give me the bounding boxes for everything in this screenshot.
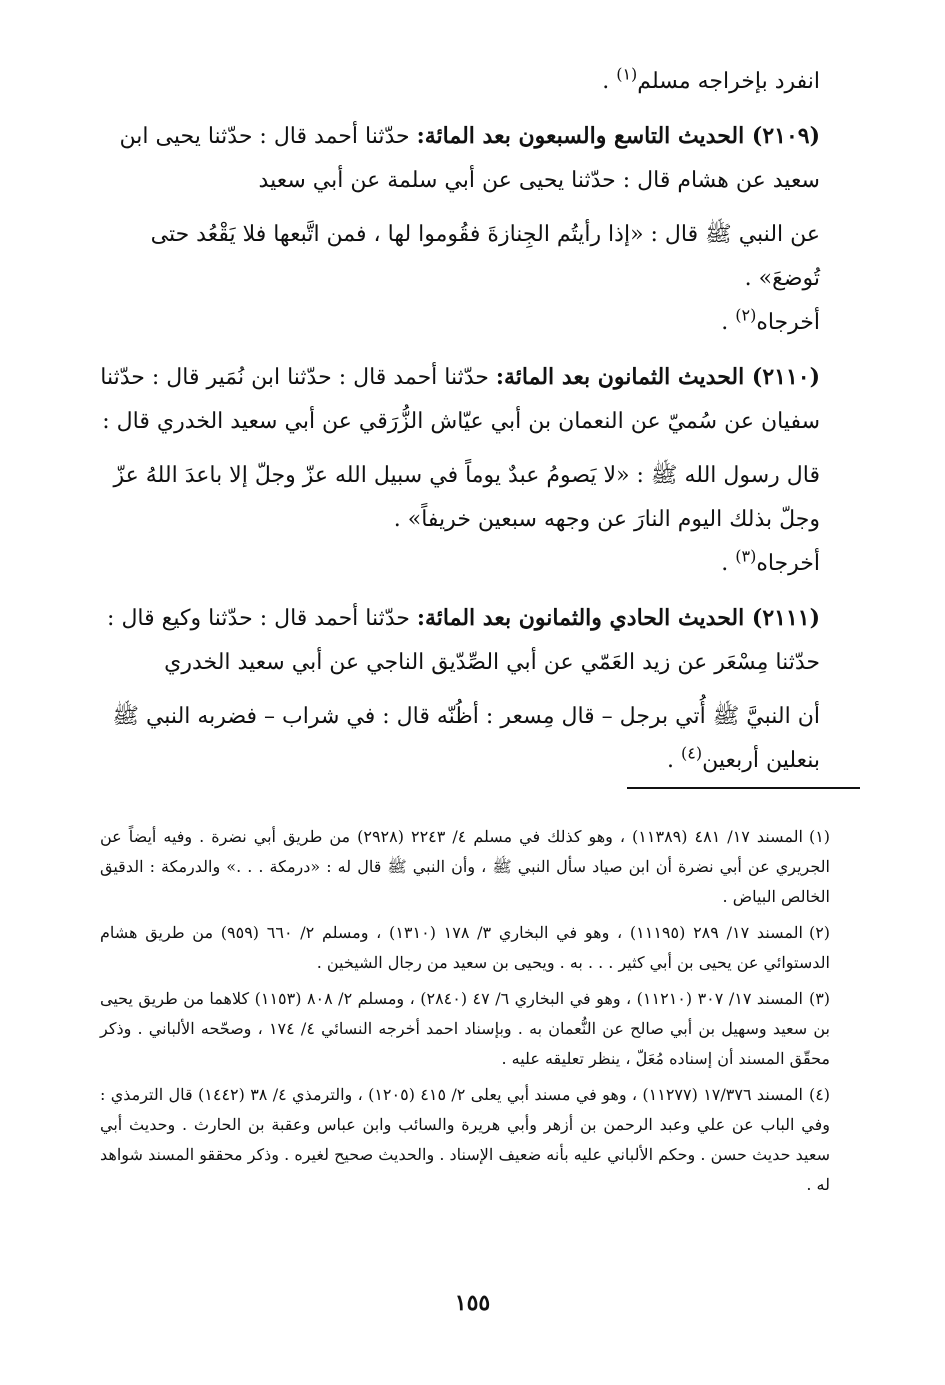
hadith-2110-matn: قال رسول الله ﷺ : «لا يَصومُ عبدٌ يوماً في سبيل الله عزّ وجلّ إلا باعدَ اللهُ عزّ وجلّ بذلك اليوم النارَ عن وجهه سبعين خريفاً» . (113, 463, 820, 532)
footnote-ref-2[interactable]: (٢) (735, 305, 757, 325)
footnote-2 (100, 918, 830, 978)
footnote-text: المسند ١٧/ ٣٠٧ (١١٢١٠) ، وهو في البخاري ٦/ ٤٧ (٢٨٤٠) ، ومسلم ٢/ ٨٠٨ (١١٥٣) كلاهما من طريق يحيى بن سعيد وسهيل بن أبي صالح عن النُّعمان به . وبإسناد احمد أخرجه النسائي ٤/ ١٧٤ ، وصحّحه الألباني . وذكر محقّق المسند أن إسناده مُعَلّ ، ينظر تعليقه عليه . (100, 989, 831, 1068)
page-number: ١٥٥ (454, 1290, 491, 1316)
hadith-2109-chain: حدّثنا أحمد قال : حدّثنا يحيى ابن سعيد عن هشام قال : حدّثنا يحيى عن أبي سلمة عن أبي سعيد (119, 124, 820, 193)
takhrij-label: أخرجاه (756, 551, 820, 576)
footnote-number: (١) (808, 827, 831, 846)
footnote-number: (٢) (808, 923, 831, 942)
punctuation: . (667, 748, 681, 773)
footnote-divider (627, 787, 860, 789)
punctuation: . (721, 310, 736, 335)
footnote-number: (٤) (808, 1085, 831, 1104)
footnote-1 (100, 822, 830, 912)
takhrij-label: أخرجاه (756, 310, 820, 335)
hadith-2109-takhrij (95, 301, 820, 345)
footnote-4 (100, 1080, 830, 1200)
footnote-number: (٣) (808, 989, 831, 1008)
main-text (95, 60, 820, 783)
footnote-ref-3[interactable]: (٣) (735, 546, 757, 566)
hadith-2110-takhrij (95, 542, 820, 586)
punctuation: . (721, 551, 736, 576)
hadith-2111-text: أن النبيَّ ﷺ أُتي برجل – قال مِسعر : أظُنّه قال : في شراب – فضربه النبي ﷺ بنعلين أربعين (112, 704, 820, 773)
footnote-3 (100, 984, 830, 1074)
hadith-2111-title: (٢١١١) الحديث الحادي والثمانون بعد المائة: (416, 605, 820, 631)
hadith-2109-isnad (95, 114, 820, 203)
footnote-ref-1[interactable]: (١) (616, 64, 638, 84)
footnotes (100, 822, 830, 1206)
footnote-text: المسند ١٧/ ٢٨٩ (١١١٩٥) ، وهو في البخاري ٣/ ١٧٨ (١٣١٠) ، ومسلم ٢/ ٦٦٠ (٩٥٩) من طريق هشام الدستوائي عن يحيى بن أبي كثير . . . به . ويحيى بن سعيد من رجال الشيخين . (100, 923, 830, 972)
footnote-text: المسند ١٧/ ٤٨١ (١١٣٨٩) ، وهو كذلك في مسلم ٤/ ٢٢٤٣ (٢٩٢٨) من طريق أبي نضرة . وفيه أيضاً عن الجريري عن أبي نضرة أن ابن صياد سأل النبي ﷺ ، وأن النبي ﷺ قال له : «درمكة . . .» والدرمكة : الدقيق الخالص البياض . (100, 827, 830, 906)
hadith-2109-matn: عن النبي ﷺ قال : «إذا رأيتُم الجِنازةَ فقُوموا لها ، فمن اتَّبعها فلا يَقْعُد حتى تُوضعَ» . (150, 222, 820, 291)
footnote-text: المسند ١٧/٣٧٦ (١١٢٧٧) ، وهو في مسند أبي يعلى ٢/ ٤١٥ (١٢٠٥) ، والترمذي ٤/ ٣٨ (١٤٤٢) قال الترمذي : وفي الباب عن علي وعبد الرحمن بن أزهر وأبي هريرة والسائب وابن عباس وعقبة بن الحارث . وحديث أبي سعيد حديث حسن . وحكم الألباني عليه بأنه ضعيف الإسناد . والحديث صحيح لغيره . وذكر محققو المسند شواهد له . (100, 1085, 830, 1194)
hadith-2109-title: (٢١٠٩) الحديث التاسع والسبعون بعد المائة: (416, 123, 820, 149)
hadith-2111-chain: حدّثنا أحمد قال : حدّثنا وكيع قال : حدّثنا مِسْعَر عن زيد العَمّي عن أبي الصِّدّيق الناجي عن أبي سعيد الخدري (107, 606, 820, 675)
hadith-2111-matn (95, 695, 820, 783)
footnote-ref-4[interactable]: (٤) (681, 743, 703, 763)
punctuation: . (602, 69, 617, 94)
hadith-2110-isnad (95, 355, 820, 444)
page-body (95, 60, 820, 783)
hadith-2110-chain: حدّثنا أحمد قال : حدّثنا ابن نُمَير قال : حدّثنا سفيان عن سُميّ عن النعمان بن أبي عيّاش الزُّرَقي عن أبي سعيد الخدري قال : (100, 365, 820, 434)
hadith-2110-title: (٢١١٠) الحديث الثمانون بعد المائة: (495, 364, 820, 390)
previous-hadith-ending (95, 60, 820, 104)
previous-hadith-text: انفرد بإخراجه مسلم (637, 69, 820, 94)
hadith-2111-isnad (95, 596, 820, 685)
